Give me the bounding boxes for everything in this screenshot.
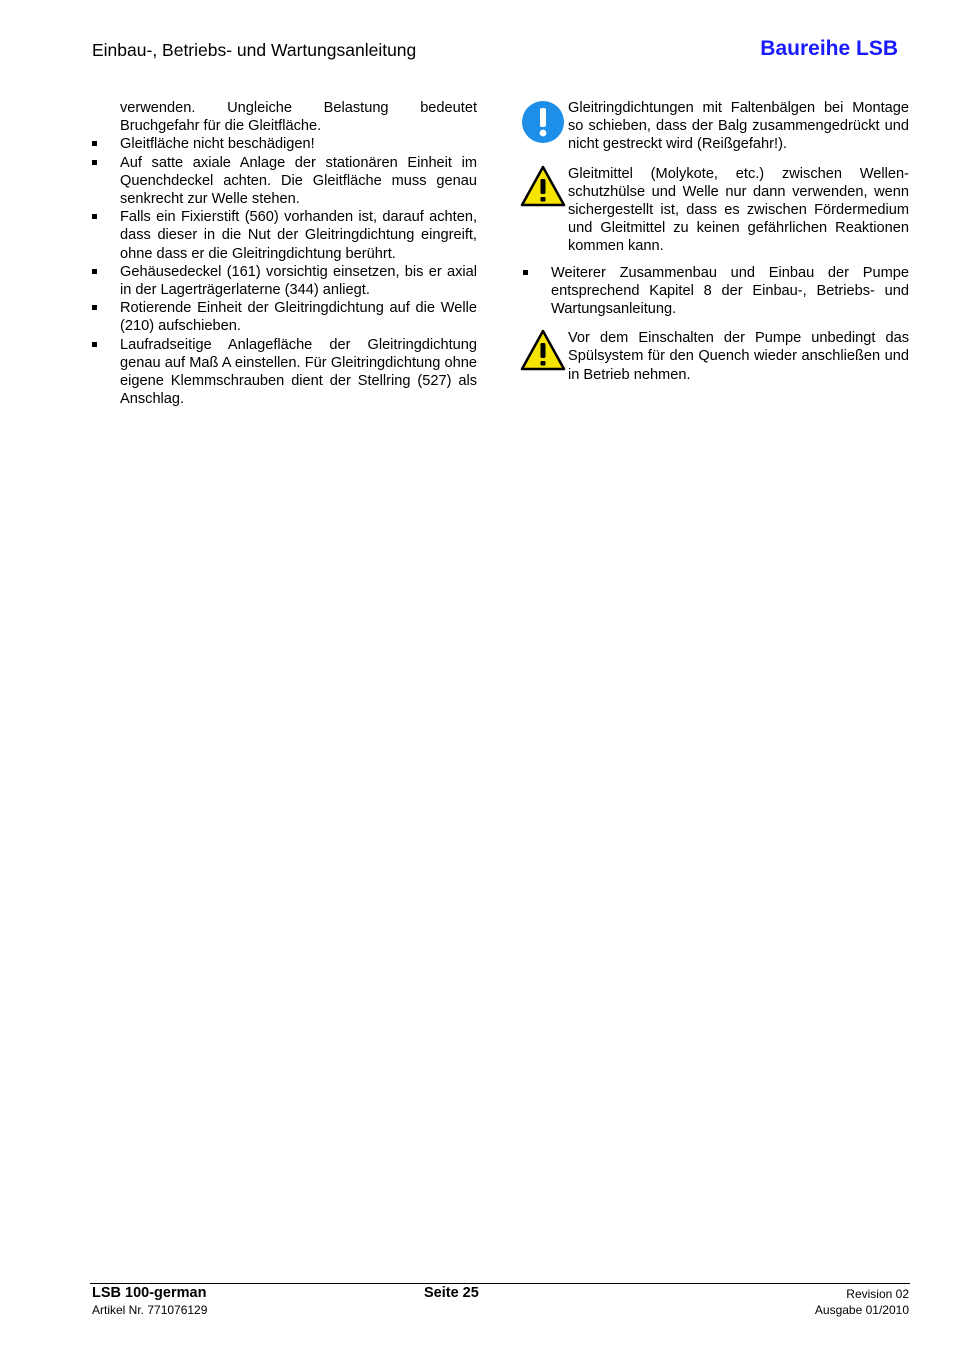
document-title: Einbau-, Betriebs- und Wartungsanleitung (92, 40, 417, 60)
list-item: Rotierende Einheit der Gleitringdichtung auf die Welle (210) aufschieben. (92, 299, 477, 335)
bullet-square-icon (523, 270, 528, 275)
footer-doc-id: LSB 100-german (92, 1285, 207, 1301)
warning-note (520, 329, 909, 384)
warning-triangle-icon (520, 329, 566, 371)
info-note (520, 99, 909, 154)
list-item: Auf satte axiale Anlage der stationären Einheit im Quenchdeckel achten. Die Gleitfläche muss genau senkrecht zur Welle stehen. (92, 154, 477, 209)
warning-note-text: Vor dem Einschalten der Pumpe unbedingt das Spülsystem für den Quench wieder anschließen und in Betrieb nehmen. (568, 330, 909, 383)
continuation-text: verwenden. Ungleiche Belastung bedeutet Bruchgefahr für die Gleitfläche. (120, 100, 477, 135)
footer-divider (90, 1283, 910, 1284)
warning-note (520, 165, 909, 256)
list-item: Laufradseitige Anlagefläche der Gleitringdichtung genau auf Maß A einstellen. Für Gleitringdichtung ohne eigene Klemmschrauben dient der Stellring (527) als Anschlag. (92, 336, 477, 409)
right-column (520, 99, 909, 384)
bullet-square-icon (92, 214, 97, 219)
info-exclamation-icon (520, 99, 566, 145)
list-item: Weiterer Zusammenbau und Einbau der Pumpe entsprechend Kapitel 8 der Einbau-, Betriebs- und Wartungsanleitung. (520, 264, 909, 319)
list-item: Gleitfläche nicht beschädigen! (92, 135, 477, 153)
series-title: Baureihe LSB (760, 37, 898, 60)
warning-triangle-icon (520, 165, 566, 207)
footer-page-number: Seite 25 (424, 1285, 479, 1301)
list-item: Falls ein Fixierstift (560) vorhanden ist, darauf achten, dass dieser in die Nut der Gleitringdichtung eingreift, ohne dass er die Gleitringdichtung berührt. (92, 208, 477, 263)
bullet-square-icon (92, 305, 97, 310)
bullet-square-icon (92, 269, 97, 274)
warning-note-text: Gleitmittel (Molykote, etc.) zwischen Wellen-schutzhülse und Welle nur dann verwenden, wenn sichergestellt ist, dass es zwischen Fördermedium und Gleitmittel zu keinen gefährlichen Reaktionen kommen kann. (568, 165, 909, 255)
footer-article-number: Artikel Nr. 771076129 (92, 1303, 208, 1317)
bullet-square-icon (92, 342, 97, 347)
bullet-square-icon (92, 160, 97, 165)
footer-issue: Ausgabe 01/2010 (814, 1303, 909, 1317)
bullet-square-icon (92, 141, 97, 146)
list-item: Gehäusedeckel (161) vorsichtig einsetzen, bis er axial in der Lagerträgerlaterne (344) anliegt. (92, 263, 477, 299)
info-note-text: Gleitringdichtungen mit Faltenbälgen bei Montage so schieben, dass der Balg zusammengedrückt und nicht gestreckt wird (Reißgefahr!). (568, 100, 909, 153)
footer-revision: Revision 02 (846, 1287, 909, 1301)
left-column (92, 99, 477, 408)
